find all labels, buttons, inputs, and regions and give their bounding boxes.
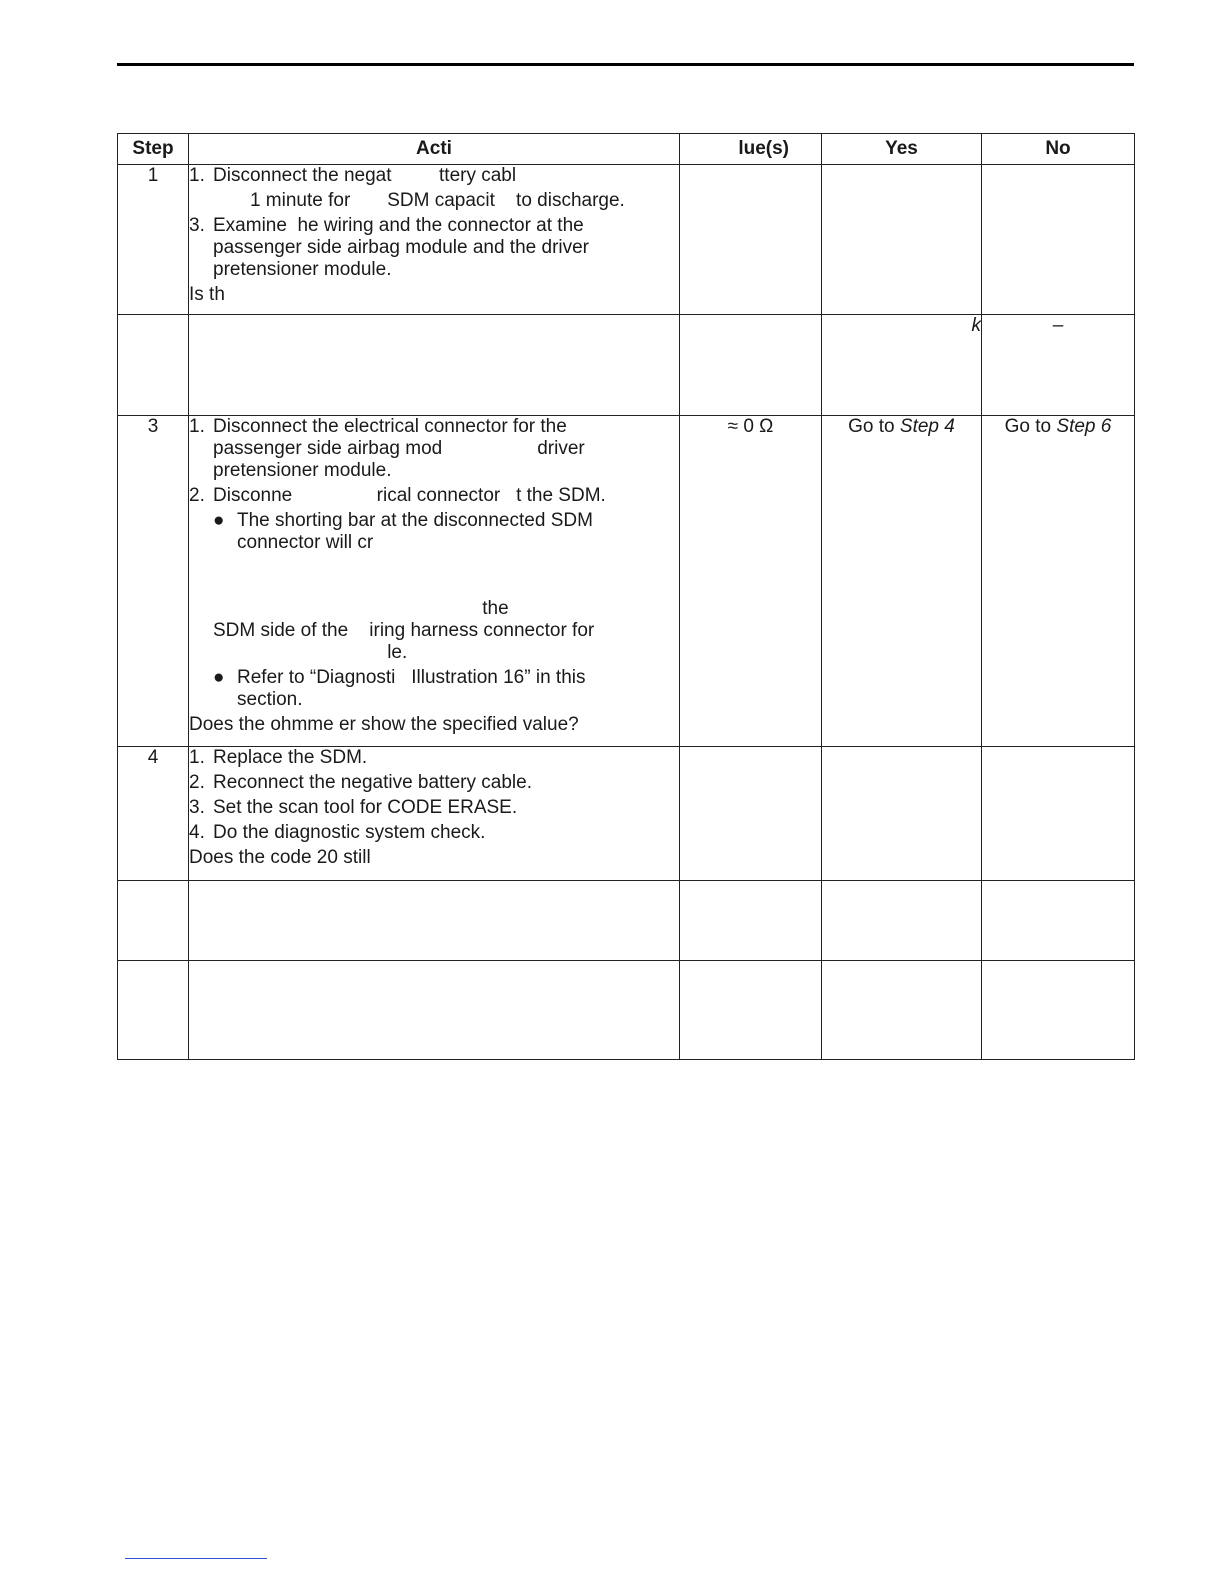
bullet-line-continued: section.	[237, 689, 303, 710]
action-line-continued: pretensioner module.	[213, 460, 392, 481]
action-line-continued: passenger side airbag mod driver	[213, 438, 585, 459]
step-number: 1	[118, 165, 189, 315]
action-line: 2. Reconnect the negative battery cable.	[189, 772, 532, 793]
table-row	[118, 416, 1135, 747]
action-cell	[189, 747, 680, 881]
yes-cell: k	[822, 315, 982, 416]
value-cell	[680, 165, 822, 315]
table-row	[118, 315, 1135, 416]
bullet-line: ● Refer to “Diagnosti Illustration 16” in this	[213, 667, 586, 688]
header-step: Step	[118, 134, 189, 165]
yes-cell: Go to Step 4	[822, 416, 982, 747]
step-number	[118, 881, 189, 961]
no-cell: –	[982, 315, 1135, 416]
action-question: Does the ohmme er show the specified value?	[189, 714, 579, 735]
action-cell	[189, 315, 680, 416]
table-row	[118, 881, 1135, 961]
header-action: Acti	[189, 134, 680, 165]
bullet-icon: ●	[213, 667, 225, 688]
yes-cell	[822, 961, 982, 1060]
action-line: 3. Set the scan tool for CODE ERASE.	[189, 797, 518, 818]
action-line: 3. Examine he wiring and the connector at the	[189, 215, 584, 236]
action-line: 1. Disconnect the electrical connector for the	[189, 416, 567, 437]
no-cell	[982, 165, 1135, 315]
yes-cell	[822, 165, 982, 315]
no-cell	[982, 747, 1135, 881]
step-number	[118, 315, 189, 416]
value-cell	[680, 747, 822, 881]
header-no: No	[982, 134, 1135, 165]
value-cell	[680, 315, 822, 416]
header-values: lue(s)	[680, 134, 822, 165]
action-line: 1 minute for SDM capacit to discharge.	[213, 190, 625, 211]
bullet-icon: ●	[213, 510, 225, 531]
bullet-line: ● The shorting bar at the disconnected SDM	[213, 510, 593, 531]
yes-step-link: Step 4	[899, 416, 955, 437]
no-cell	[982, 961, 1135, 1060]
action-question: Does the code 20 still	[189, 847, 371, 868]
action-line: 1. Disconnect the negat ttery cabl	[189, 165, 517, 186]
action-cell	[189, 416, 680, 747]
action-line: 4. Do the diagnostic system check.	[189, 822, 486, 843]
action-line-continued: le.	[213, 642, 408, 663]
table-row	[118, 961, 1135, 1060]
table-row	[118, 165, 1135, 315]
footer-link-underline[interactable]	[125, 1558, 267, 1559]
action-line: 2. Disconne rical connector t the SDM.	[189, 485, 606, 506]
value-cell	[680, 961, 822, 1060]
bullet-line-continued: connector will cr	[237, 532, 374, 553]
action-line: 1. Replace the SDM.	[189, 747, 368, 768]
step-number: 4	[118, 747, 189, 881]
action-cell	[189, 961, 680, 1060]
no-cell: Go to Step 6	[982, 416, 1135, 747]
table-row	[118, 747, 1135, 881]
action-line-continued: the	[213, 598, 509, 619]
diagnostic-table	[117, 133, 1135, 1060]
top-rule	[117, 63, 1134, 66]
value-cell: ≈ 0 Ω	[680, 416, 822, 747]
action-cell	[189, 165, 680, 315]
value-cell	[680, 881, 822, 961]
action-line-continued: SDM side of the iring harness connector for	[213, 620, 595, 641]
table-header-row	[118, 134, 1135, 165]
action-cell	[189, 881, 680, 961]
step-number	[118, 961, 189, 1060]
no-step-link: Step 6	[1056, 416, 1112, 437]
yes-cell	[822, 747, 982, 881]
yes-cell	[822, 881, 982, 961]
no-cell	[982, 881, 1135, 961]
header-yes: Yes	[822, 134, 982, 165]
action-line-continued: passenger side airbag module and the driver	[213, 237, 590, 258]
action-question: Is th	[189, 284, 225, 305]
step-number: 3	[118, 416, 189, 747]
action-line-continued: pretensioner module.	[213, 259, 392, 280]
